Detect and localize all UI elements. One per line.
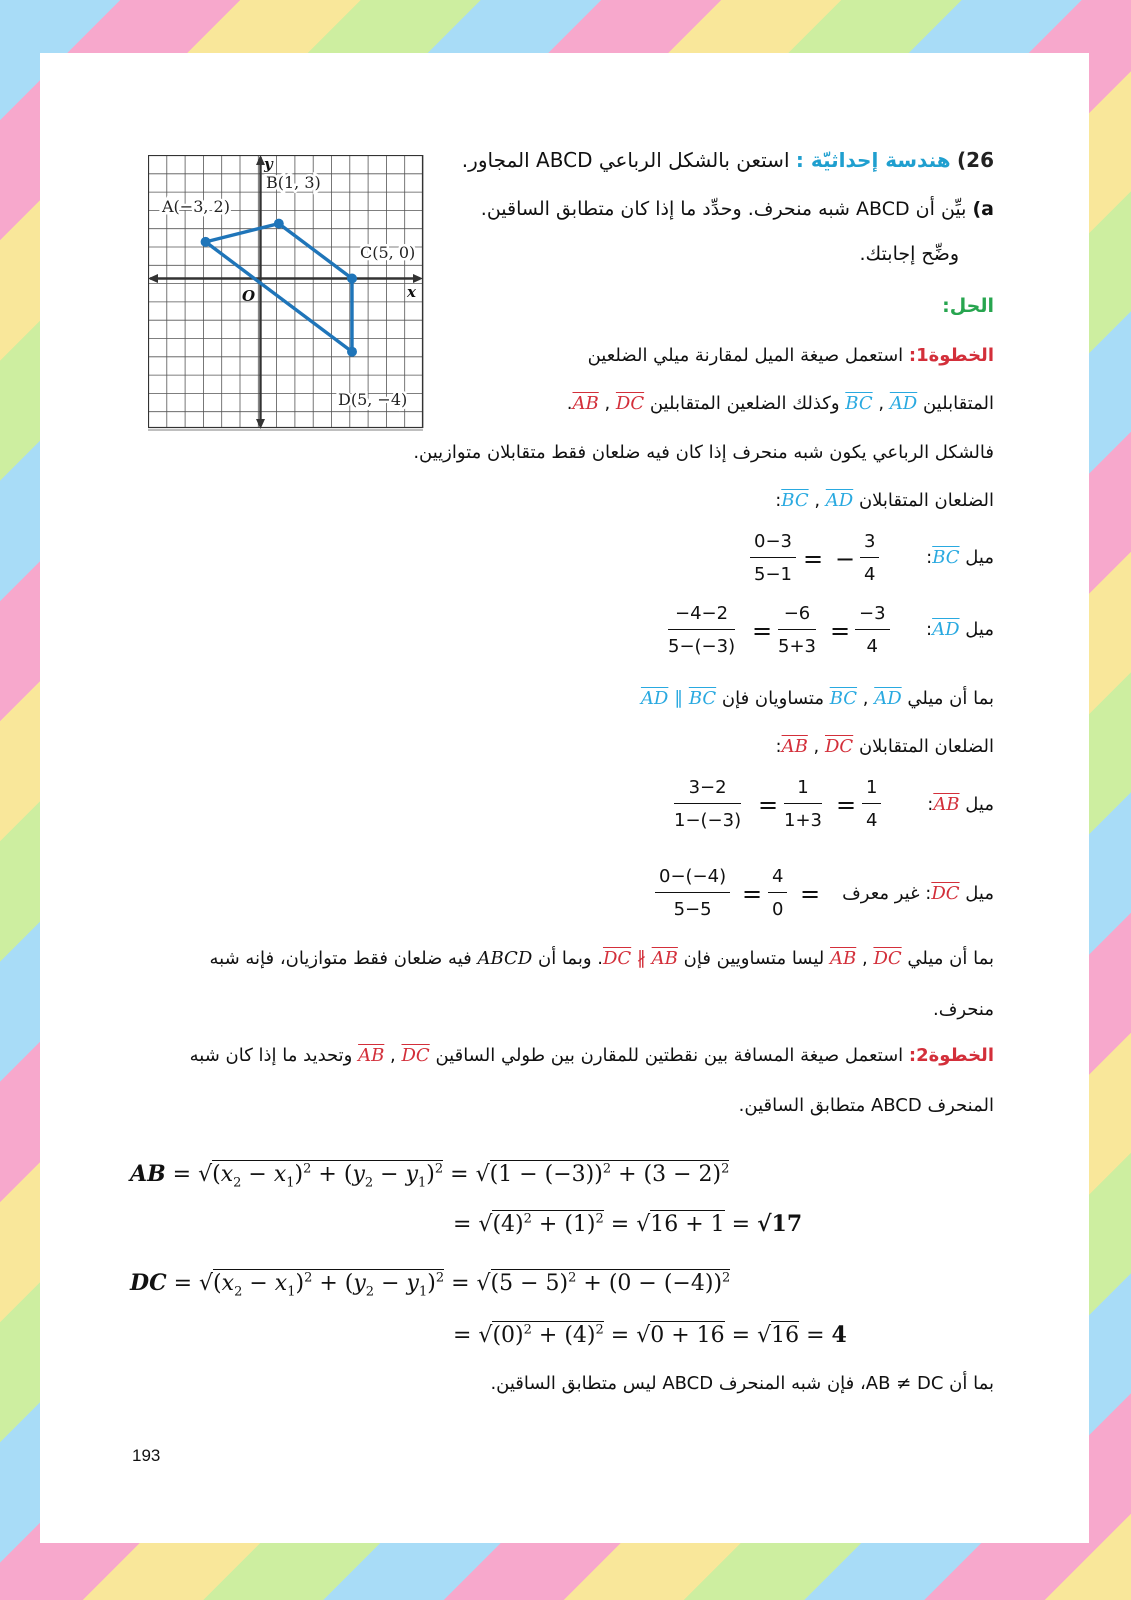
AB-distance-line1: AB = $√(x_2 - x_1)^2 + (y_2 - y_1)^2 = √(1 - (-3))^2 + (3 - 2)^2$ <box>130 1161 730 1191</box>
final-conclusion: بما أن AB ≠ DC، فإن شبه المنحرف ABCD ليس متطابق الساقين. <box>490 1373 994 1394</box>
step2-line2: المنحرف ABCD متطابق الساقين. <box>738 1095 994 1116</box>
slope-AB-frac1: $\frac{3-2}{1-(-3)}$ <box>674 777 742 831</box>
conclusion-step1-line2: منحرف. <box>932 999 994 1020</box>
slope-AD-label: ميل AD: <box>926 619 994 640</box>
part-a-line2: وضِّح إجابتك. <box>859 243 959 265</box>
slope-AD-frac2: $\frac{-6}{5+3}$ <box>778 603 816 657</box>
point-D <box>347 347 357 357</box>
problem-number: 26) <box>957 148 994 172</box>
label-D: D(5, −4) <box>338 390 408 409</box>
equals-sign: = <box>830 617 851 645</box>
step1-line1: الخطوة1: استعمل صيغة الميل لمقارنة ميلي الضلعين <box>587 345 994 366</box>
coordinate-graph <box>148 155 430 433</box>
step2-label: الخطوة2: <box>908 1045 994 1066</box>
slope-AD-frac3: $\frac{-3}{4}$ <box>855 603 890 657</box>
parallel-statement: بما أن ميلي BC , AD متساويان فإن AD ∥ BC <box>640 688 994 709</box>
page-sheet <box>40 53 1089 1543</box>
point-C <box>347 274 357 284</box>
slope-BC-frac1: $\frac{0-3}{5-1}$ <box>750 531 796 585</box>
equals-sign: = <box>803 545 824 573</box>
step1-label: الخطوة1: <box>908 345 994 366</box>
pair-BC-AD: الضلعان المتقابلان BC , AD: <box>775 490 994 511</box>
slope-AB-frac2: $\frac{1}{1+3}$ <box>784 777 822 831</box>
label-B: B(1, 3) <box>266 173 321 192</box>
slope-AD-frac1: $\frac{-4-2}{5-(-3)}$ <box>668 603 736 657</box>
AB-result: √17 <box>757 1211 803 1237</box>
slope-AB-frac3: $\frac{1}{4}$ <box>862 777 881 831</box>
equals-sign: = <box>742 880 763 908</box>
part-a-line1: a) بيِّن أن ABCD شبه منحرف. وحدِّد ما إذا كان متطابق الساقين. <box>480 198 994 220</box>
label-C: C(5, 0) <box>360 243 416 262</box>
slope-BC-frac2: $\frac{3}{4}$ <box>860 531 879 585</box>
equals-sign: = <box>800 880 821 908</box>
part-a-label: a) <box>972 198 994 220</box>
quadrilateral-ABCD <box>206 224 352 352</box>
x-axis-label: x <box>407 283 416 301</box>
definition-text: فالشكل الرباعي يكون شبه منحرف إذا كان فيه ضلعان فقط متقابلان متوازيين. <box>413 442 994 463</box>
AB-distance-line2: = $√(4)^2 + (1)^2 = √16 + 1 = √17$ <box>453 1211 803 1237</box>
pair-AB-DC: الضلعان المتقابلان AB , DC: <box>775 736 994 757</box>
minus-sign: − <box>835 545 856 573</box>
DC-distance-line1: DC = $√(x_2 - x_1)^2 + (y_2 - y_1)^2 = √(5 - 5)^2 + (0 - (-4))^2$ <box>130 1270 731 1300</box>
DC-distance-line2: = $√(0)^2 + (4)^2 = √0 + 16 = √16 = 4$ <box>453 1322 847 1348</box>
point-A <box>201 237 211 247</box>
equals-sign: = <box>752 617 773 645</box>
problem-topic: هندسة إحداثيّة : <box>795 148 951 172</box>
page-number: 193 <box>132 1446 161 1465</box>
slope-DC-frac2: $\frac{4}{0}$ <box>768 866 787 920</box>
slope-DC-label: ميل DC: غير معرف <box>842 883 994 904</box>
problem-intro: استعن بالشكل الرباعي ABCD المجاور. <box>461 148 790 172</box>
equals-sign: = <box>836 791 857 819</box>
conclusion-step1: بما أن ميلي AB , DC ليسا متساويين فإن DC ∦ AB. وبما أن ABCD فيه ضلعان فقط متوازيان، فإنه شبه <box>209 948 994 969</box>
step2-line1: الخطوة2: استعمل صيغة المسافة بين نقطتين للمقارن بين طولي الساقين AB , DC وتحديد ما إذا كان شبه <box>189 1045 994 1066</box>
solution-heading: الحل: <box>942 295 994 317</box>
point-B <box>274 219 284 229</box>
y-axis-label: y <box>264 155 273 173</box>
problem-header <box>462 148 994 172</box>
step1-line2: المتقابلين BC , AD وكذلك الضلعين المتقابلين AB , DC. <box>566 393 994 414</box>
equals-sign: = <box>758 791 779 819</box>
slope-DC-frac1: $\frac{0-(-4)}{5-5}$ <box>655 866 730 920</box>
label-A: A(−3, 2) <box>162 197 230 216</box>
origin-label: O <box>242 287 256 305</box>
DC-result: 4 <box>831 1322 847 1348</box>
slope-BC-label: ميل BC: <box>926 547 994 568</box>
slope-AB-label: ميل AB: <box>927 794 994 815</box>
